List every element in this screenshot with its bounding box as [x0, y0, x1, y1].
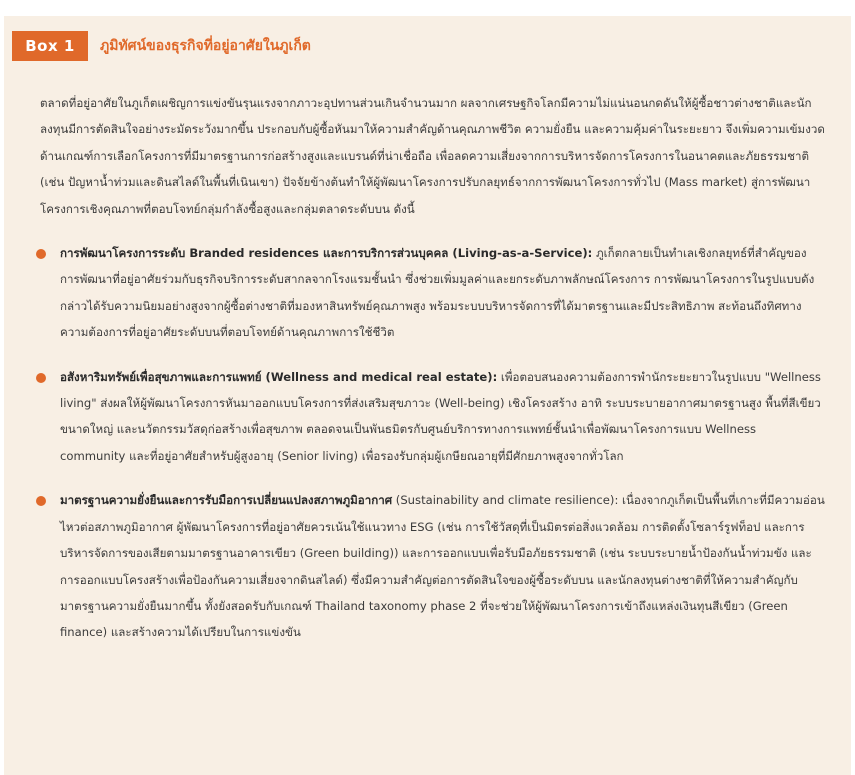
bullet-text: เพื่อตอบสนองความต้องการพำนักระยะยาวในรูปแบบ "Wellness living" ส่งผลให้ผู้พัฒนาโครงการหันมาออกแบบโครงการที่ส่งเสริมสุขภาวะ (Well-being) เชิงโครงสร้าง อาทิ ระบบระบายอากาศมาตรฐานสูง พื้นที่สีเขียวขนาดใหญ่ และนวัตกรรมวัสดุก่อสร้างเพื่อสุขภาพ ตลอดจนเป็นพันธมิตรกับศูนย์บริการทางการแพทย์ชั้นนำเพื่อพัฒนาโครงการแบบ Wellness community และที่อยู่อาศัยสำหรับผู้สูงอายุ (Senior living) เพื่อรองรับกลุ่มผู้เกษียณอายุที่มีศักยภาพสูงจากทั่วโลก: [60, 369, 821, 463]
bullet-heading: อสังหาริมทรัพย์เพื่อสุขภาพและการแพทย์ (Wellness and medical real estate):: [60, 369, 498, 384]
bullet-dot-icon: [36, 249, 46, 259]
bullet-item: [40, 240, 825, 346]
bullet-item: [40, 487, 825, 645]
bullet-heading: การพัฒนาโครงการระดับ Branded residences และการบริการส่วนบุคคล (Living-as-a-Service):: [60, 246, 593, 261]
bullet-dot-icon: [36, 373, 46, 383]
box-header: [12, 31, 311, 61]
box-label: Box 1: [12, 31, 88, 61]
bullet-list: [40, 240, 825, 646]
box-title: ภูมิทัศน์ของธุรกิจที่อยู่อาศัยในภูเก็ต: [100, 38, 311, 54]
bullet-text: (Sustainability and climate resilience): เนื่องจากภูเก็ตเป็นพื้นที่เกาะที่มีความอ่อนไหวต่อสภาพภูมิอากาศ ผู้พัฒนาโครงการที่อยู่อาศัยควรเน้นใช้แนวทาง ESG (เช่น การใช้วัสดุที่เป็นมิตรต่อสิ่งแวดล้อม การติดตั้งโซลาร์รูฟท็อป และการบริหารจัดการของเสียตามมาตรฐานอาคารเขียว (Green building)) และการออกแบบเพื่อรับมือภัยธรรมชาติ (เช่น ระบบระบายน้ำป้องกันน้ำท่วมขัง และการออกแบบโครงสร้างเพื่อป้องกันความเสี่ยงจากดินสไลด์) ซึ่งมีความสำคัญต่อการตัดสินใจของผู้ซื้อระดับบน และนักลงทุนต่างชาติที่ให้ความสำคัญกับมาตรฐานความยั่งยืนมากขึ้น ทั้งยังสอดรับกับเกณฑ์ Thailand taxonomy phase 2 ที่จะช่วยให้ผู้พัฒนาโครงการเข้าถึงแหล่งเงินทุนสีเขียว (Green finance) และสร้างความได้เปรียบในการแข่งขัน: [60, 493, 825, 640]
intro-paragraph: ตลาดที่อยู่อาศัยในภูเก็ตเผชิญการแข่งขันรุนแรงจากภาวะอุปทานส่วนเกินจำนวนมาก ผลจากเศรษฐกิจโลกมีความไม่แน่นอนกดดันให้ผู้ซื้อชาวต่างชาติและนักลงทุนมีการตัดสินใจอย่างระมัดระวังมากขึ้น ประกอบกับผู้ซื้อหันมาให้ความสำคัญด้านคุณภาพชีวิต ความยั่งยืน และความคุ้มค่าในระยะยาว จึงเพิ่มความเข้มงวดด้านเกณฑ์การเลือกโครงการที่มีมาตรฐานการก่อสร้างสูงและแบรนด์ที่น่าเชื่อถือ เพื่อลดความเสี่ยงจากการบริหารจัดการโครงการในอนาคตและภัยธรรมชาติ (เช่น ปัญหาน้ำท่วมและดินสไลด์ในพื้นที่เนินเขา) ปัจจัยข้างต้นทำให้ผู้พัฒนาโครงการปรับกลยุทธ์จากการพัฒนาโครงการทั่วไป (Mass market) สู่การพัฒนาโครงการเชิงคุณภาพที่ตอบโจทย์กลุ่มกำลังซื้อสูงและกลุ่มตลาดระดับบน ดังนี้: [40, 96, 825, 216]
bullet-item: [40, 364, 825, 470]
bullet-text: ภูเก็ตกลายเป็นทำเลเชิงกลยุทธ์ที่สำคัญของการพัฒนาที่อยู่อาศัยร่วมกับธุรกิจบริการระดับสากลจากโรงแรมชั้นนำ ซึ่งช่วยเพิ่มมูลค่าและยกระดับภาพลักษณ์โครงการ การพัฒนาโครงการในรูปแบบดังกล่าวได้รับความนิยมอย่างสูงจากผู้ซื้อต่างชาติที่มองหาสินทรัพย์คุณภาพสูง พร้อมระบบบริหารจัดการที่ได้มาตรฐานและมีประสิทธิภาพ สะท้อนถึงทิศทางความต้องการที่อยู่อาศัยระดับบนที่ตอบโจทย์ด้านคุณภาพการใช้ชีวิต: [60, 246, 815, 340]
bullet-dot-icon: [36, 496, 46, 506]
box-content: [40, 90, 825, 664]
bullet-heading: มาตรฐานความยั่งยืนและการรับมือการเปลี่ยนแปลงสภาพภูมิอากาศ: [60, 493, 393, 508]
